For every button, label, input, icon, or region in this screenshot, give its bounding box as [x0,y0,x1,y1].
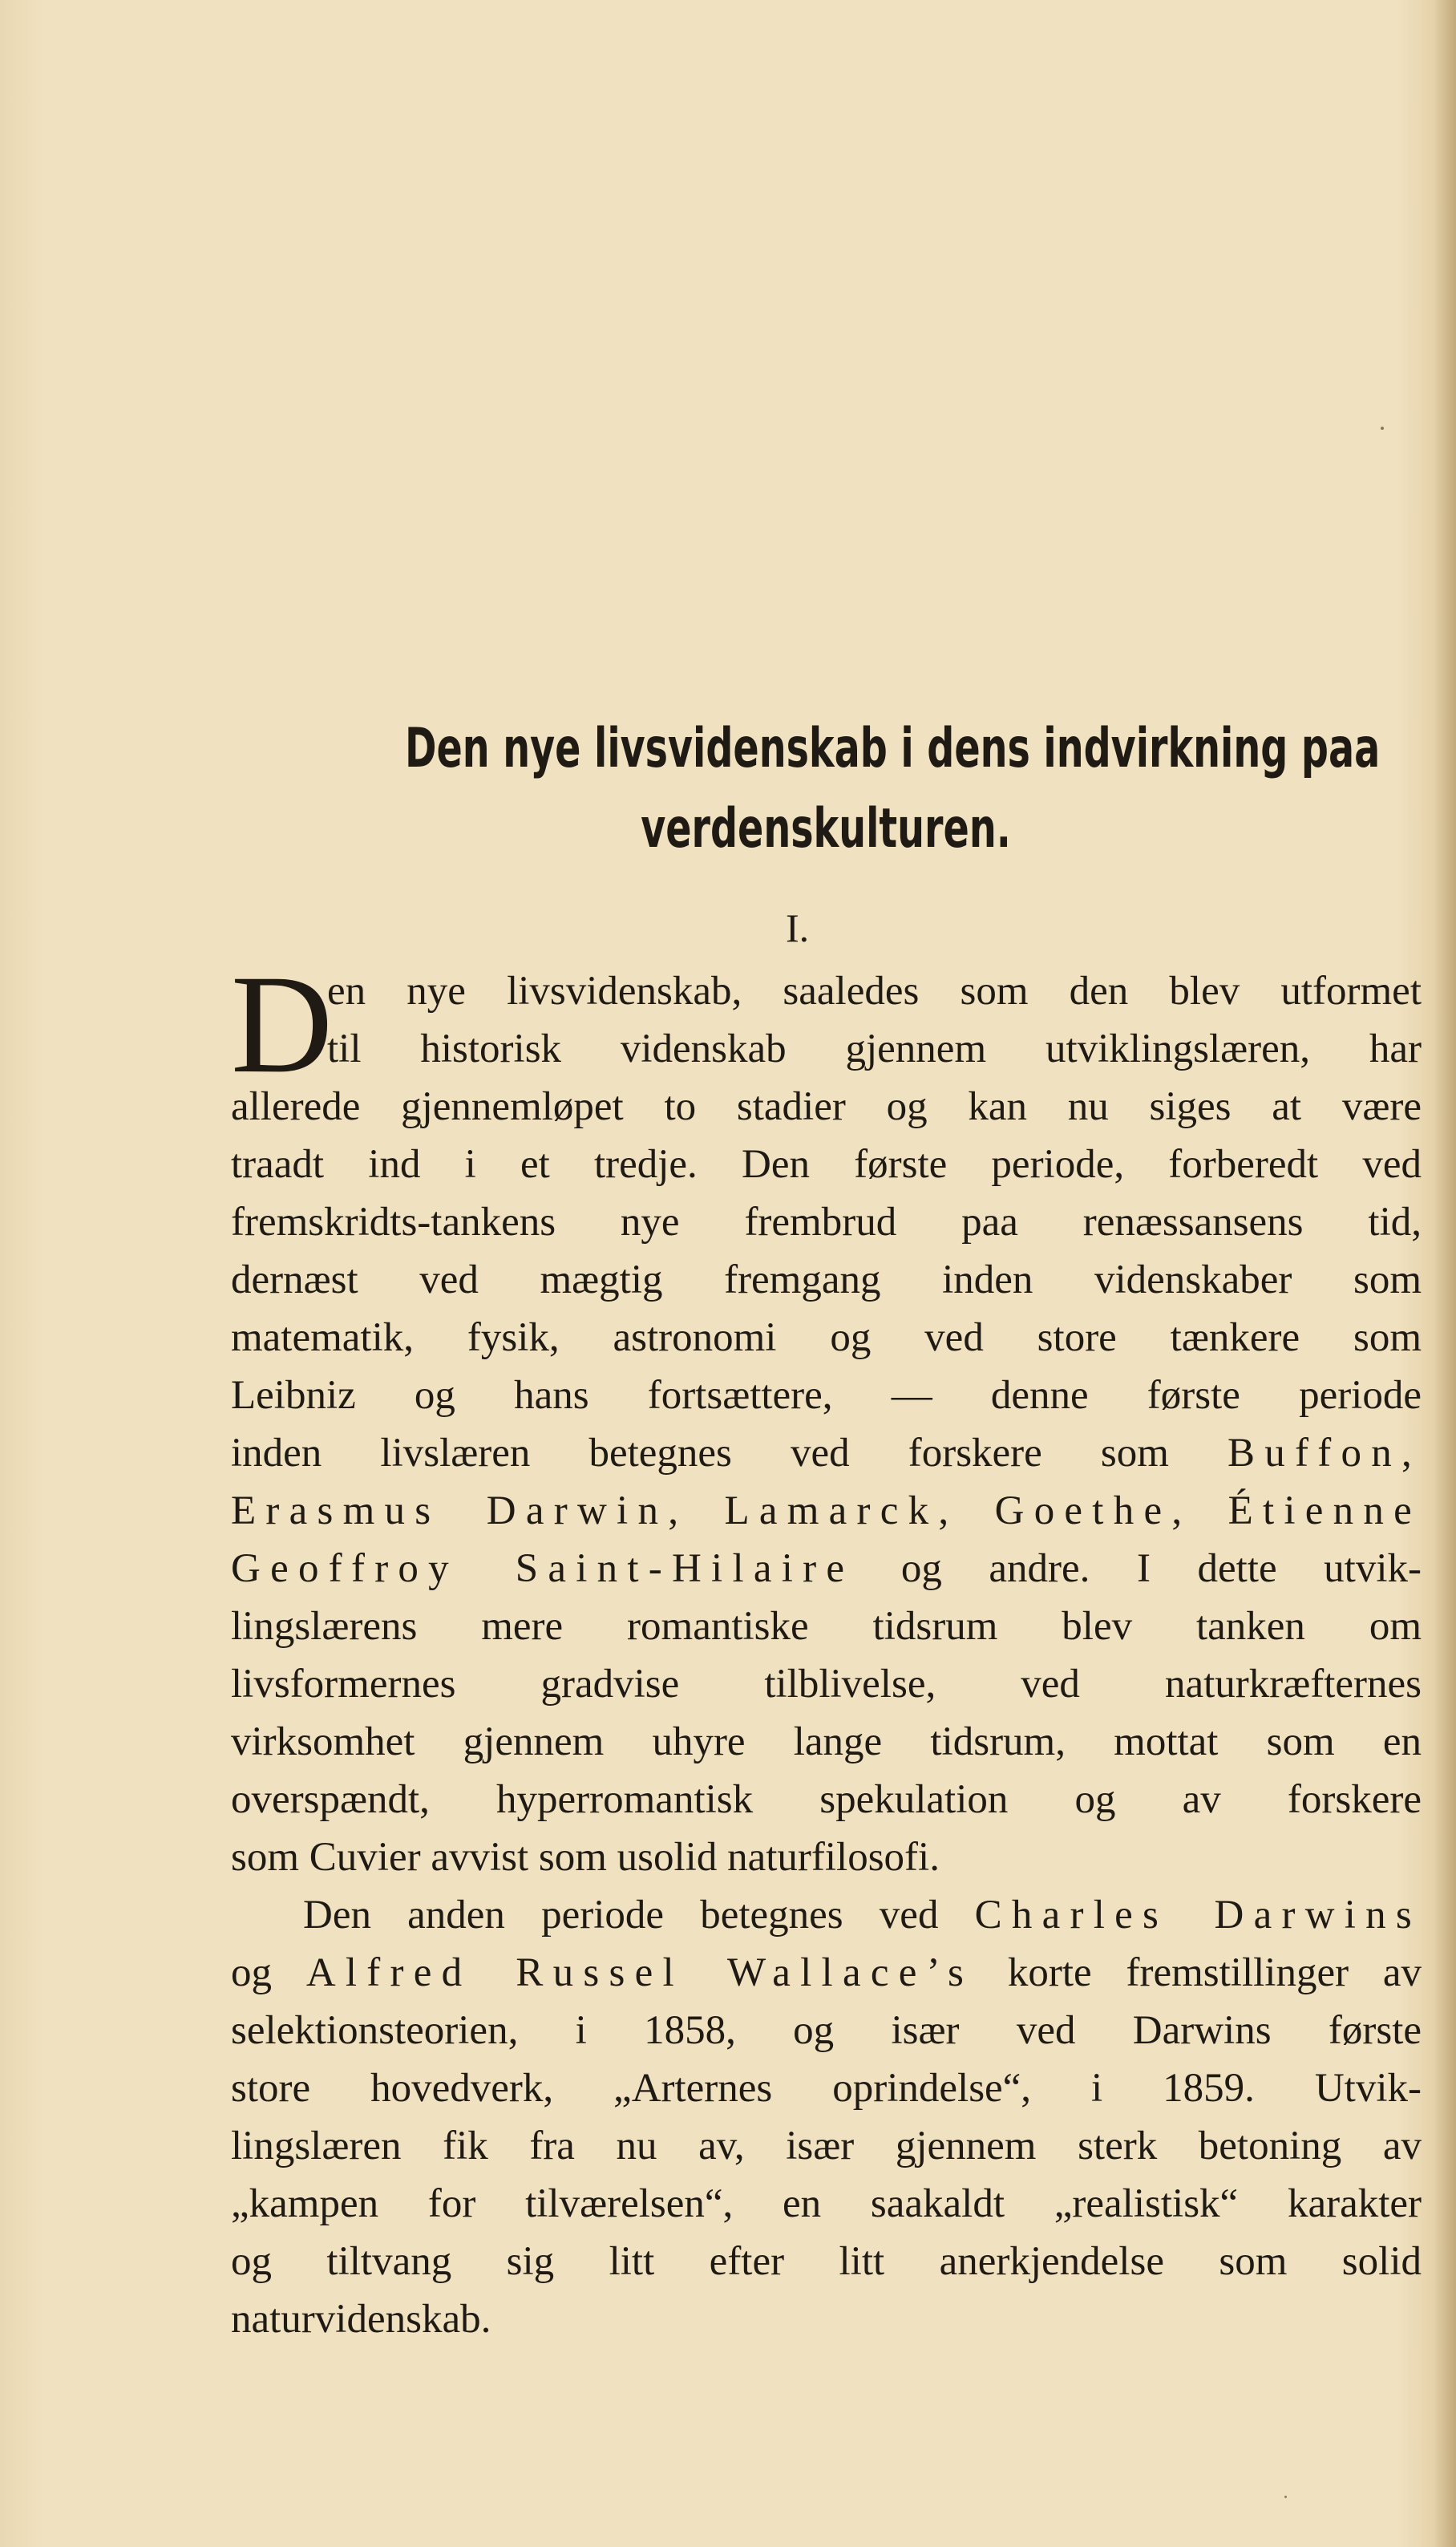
text-run: og andre. I dette utvik- [900,1546,1422,1591]
paragraph-2-line: „kampen for tilværelsen“, en saakaldt „realistisk“ karakter [231,2181,1422,2226]
paragraph-1-line: allerede gjennemløpet to stadier og kan nu siges at være [231,1084,1422,1129]
chapter-title-line-1: Den nye livsvidenskab i dens indvirkning paa [405,717,1381,780]
paragraph-1-line: dernæst ved mægtig fremgang inden videnskaber som [231,1257,1422,1302]
paper-speck [1284,2496,1287,2498]
paragraph-1-line: som Cuvier avvist som usolid naturfilosofi. [231,1835,940,1880]
paragraph-1-line: Leibniz og hans fortsættere, — denne første periode [231,1373,1422,1418]
spaced-name: Charles Darwins [974,1893,1422,1938]
paragraph-2-line [303,1891,1422,1939]
paragraph-1-line: overspændt, hyperromantisk spekulation og av forskere [231,1777,1422,1822]
paragraph-1-line [231,1487,1422,1535]
paragraph-2-line: store hovedverk, „Arternes oprindelse“, i 1859. Utvik- [231,2066,1422,2111]
paragraph-2-line [231,1949,1422,1997]
spaced-name: Lamarck, [724,1488,959,1533]
paragraph-1-line: fremskridts-tankens nye frembrud paa renæssansens tid, [231,1200,1422,1245]
spaced-name: Buffon, [1227,1431,1422,1476]
spaced-name: Geoffroy Saint-Hilaire [231,1546,855,1591]
spaced-name: Alfred Russel Wallace’s [305,1950,974,1995]
paragraph-1-line: en nye livsvidenskab, saaledes som den blev utformet [327,969,1422,1014]
paragraph-1-line: lingslærens mere romantiske tidsrum blev tanken om [231,1604,1422,1649]
text-run: og [231,1950,272,1995]
paragraph-2-line: og tiltvang sig litt efter litt anerkjendelse som solid [231,2239,1422,2284]
paragraph-2-line: selektionsteorien, i 1858, og især ved Darwins første [231,2008,1422,2053]
paragraph-1-line: livsformernes gradvise tilblivelse, ved naturkræfternes [231,1662,1422,1707]
drop-cap: D [231,946,334,1103]
spaced-name: Étienne [1227,1488,1422,1533]
paragraph-1-line: traadt ind i et tredje. Den første periode, forberedt ved [231,1142,1422,1187]
paragraph-2-line: lingslæren fik fra nu av, især gjennem sterk betoning av [231,2124,1422,2168]
section-number: I. [786,905,810,950]
chapter-title-line-2: verdenskulturen. [641,797,1011,860]
paragraph-1-line: virksomhet gjennem uhyre lange tidsrum, mottat som en [231,1719,1422,1764]
spaced-name: Goethe, [994,1488,1192,1533]
paragraph-1-line: matematik, fysik, astronomi og ved store tænkere som [231,1315,1422,1360]
text-run: Den anden periode betegnes ved [303,1893,939,1938]
page-edge-shadow [1434,0,1456,2547]
paragraph-2-line: naturvidenskab. [231,2297,491,2342]
paragraph-1-line: til historisk videnskab gjennem utviklingslæren, har [327,1026,1422,1071]
text-run: inden livslæren betegnes ved forskere som [231,1431,1169,1476]
text-run: korte fremstillinger av [1007,1950,1422,1995]
spaced-name: Erasmus Darwin, [231,1488,689,1533]
paragraph-1-line [231,1429,1422,1477]
paper-speck [1381,427,1384,430]
paragraph-1-line [231,1545,1422,1593]
